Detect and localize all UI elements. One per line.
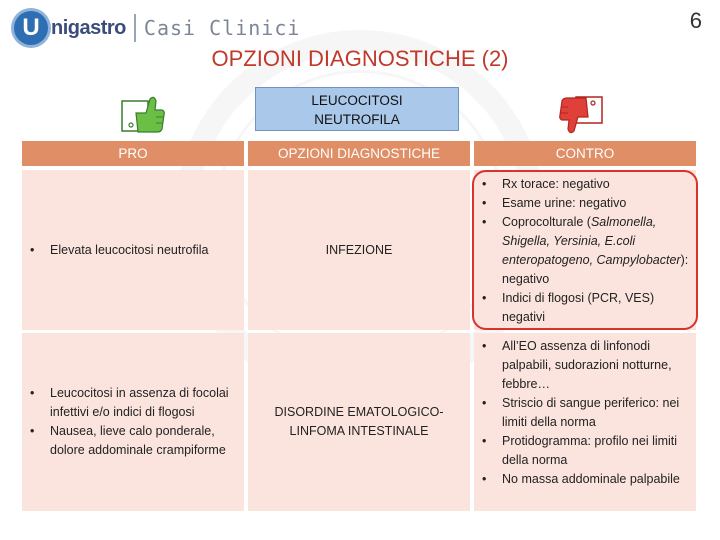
contro-item: • No massa addominale palpabile	[474, 470, 696, 489]
header-pro: PRO	[22, 141, 244, 166]
condition-line-1: LEUCOCITOSI	[311, 93, 403, 108]
logo-name: nigastro	[51, 16, 126, 39]
contro-item: • Coprocolturale (Salmonella, Shigella, Yersinia, E.coli enteropatogeno, Campylobacter): negativo	[474, 213, 696, 289]
logo-subtitle: Casi Clinici	[143, 16, 301, 40]
thumbs-up-icon	[120, 93, 166, 135]
row-1-pro	[22, 170, 244, 330]
logo-letter: U	[14, 11, 48, 45]
contro-item: • All’EO assenza di linfonodi palpabili, sudorazioni notturne, febbre…	[474, 337, 696, 394]
contro-item: • Striscio di sangue periferico: nei limiti della norma	[474, 394, 696, 432]
pro-item: • Nausea, lieve calo ponderale, dolore addominale crampiforme	[22, 422, 244, 460]
contro-item: • Esame urine: negativo	[474, 194, 696, 213]
slide-title: OPZIONI DIAGNOSTICHE (2)	[211, 46, 509, 71]
row-2-option: DISORDINE EMATOLOGICO-LINFOMA INTESTINALE	[248, 333, 470, 511]
highlight-outline	[472, 170, 698, 330]
contro-item: • Rx torace: negativo	[474, 175, 696, 194]
row-2-pro	[22, 333, 244, 511]
header-contro: CONTRO	[474, 141, 696, 166]
contro-item: • Protidogramma: profilo nei limiti della norma	[474, 432, 696, 470]
header-options: OPZIONI DIAGNOSTICHE	[248, 141, 470, 166]
unigastro-logo	[14, 10, 300, 46]
thumbs-down-icon	[558, 95, 604, 137]
page-number: 6	[689, 8, 702, 33]
condition-box	[255, 87, 459, 131]
row-1-option: INFEZIONE	[248, 170, 470, 330]
pro-item: • Leucocitosi in assenza di focolai infettivi e/o indici di flogosi	[22, 384, 244, 422]
logo-separator	[134, 14, 136, 42]
row-2-contro	[474, 333, 696, 511]
contro-item: • Indici di flogosi (PCR, VES) negativi	[474, 289, 696, 327]
pro-item: • Elevata leucocitosi neutrofila	[22, 241, 244, 260]
condition-line-2: NEUTROFILA	[314, 112, 400, 127]
